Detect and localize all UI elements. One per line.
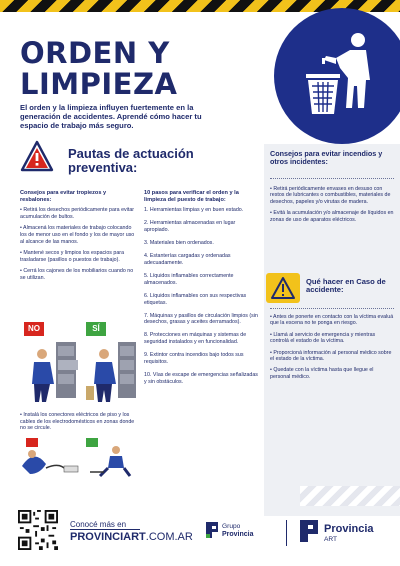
list-item: • Evitá la acumulación y/o almacenaje de líquidos en zonas de uso de aparatos eléctricos. <box>270 210 394 223</box>
accident-warning-badge <box>266 273 300 303</box>
divider <box>270 308 394 309</box>
si-badge: SÍ <box>86 322 106 336</box>
list-item: 1. Herramientas limpias y en buen estado. <box>144 207 244 214</box>
accident-steps-list <box>270 314 394 385</box>
list-item: • Proporcioná información al personal médico sobre el estado de la víctima. <box>270 349 392 363</box>
footer-stripes <box>300 486 400 506</box>
list-item: • Antes de ponerte en contacto con la víctima evaluá que la escena no te ponga en riesgo. <box>270 314 394 327</box>
no-badge: NO <box>24 322 44 336</box>
qr-code[interactable] <box>18 510 58 550</box>
fire-tips-title: Consejos para evitar incendios y otros incidentes: <box>270 149 383 166</box>
list-item: • Quedate con la víctima hasta que llegue el personal médico. <box>270 367 374 380</box>
list-item: 10. Vías de escape de emergencias señalizadas y sin obstáculos. <box>144 372 258 385</box>
column-ten-steps <box>144 190 258 392</box>
list-item: 3. Materiales bien ordenados. <box>144 240 214 247</box>
column-heading: 10 pasos para verificar el orden y la limpieza del puesto de trabajo: <box>144 190 239 203</box>
cable-illustration <box>20 438 136 478</box>
warning-triangle-icon <box>20 140 54 172</box>
cta-text: Conocé más en <box>70 520 127 529</box>
divider <box>270 178 394 179</box>
list-item: • Retirá los desechos periódicamente para evitar acumulación de bultos. <box>20 207 135 220</box>
trash-badge <box>274 8 400 144</box>
title-line-1: ORDEN Y <box>20 36 170 70</box>
accident-title: Qué hacer en Caso de accidente: <box>306 277 386 295</box>
grupo-label-1: Grupo <box>222 523 241 530</box>
list-item: 6. Líquidos inflamables con sus respectivas etiquetas. <box>144 292 247 306</box>
list-item: 2. Herramientas almacenadas en lugar apropiado. <box>144 220 236 233</box>
fire-tips-list <box>270 186 394 228</box>
list-item: 8. Protecciones en máquinas y sistemas de seguridad instalados y en funcionalidad. <box>144 332 247 346</box>
warning-triangle-icon <box>266 273 300 303</box>
art-label-1: Provincia <box>324 523 374 535</box>
column-tips-slips <box>20 190 138 287</box>
drawer-illustration <box>20 340 136 406</box>
list-item: 9. Extintor contra incendios bajo todos sus requisitos. <box>144 352 244 365</box>
website-link[interactable] <box>70 531 193 543</box>
section-title-preventive: Pautas de actuación preventiva: <box>68 146 194 175</box>
list-item: 7. Máquinas y pasillos de circulación limpios (sin desechos, grasas y aceites derramados). <box>144 312 258 326</box>
website-link-bold: PROVINCIART <box>70 531 146 543</box>
provincia-art-logo-icon <box>298 518 320 544</box>
grupo-label-2: Provincia <box>222 531 254 538</box>
page-title <box>20 38 270 100</box>
website-link-rest: .COM.AR <box>145 531 193 543</box>
list-item: • Mantené secos y limpios los espacios para trasladarse (pasillos o puestos de trabajo). <box>20 250 125 263</box>
list-item: 4. Estanterías cargadas y ordenadas adecuadamente. <box>144 253 231 266</box>
title-line-2: LIMPIEZA <box>20 67 178 101</box>
list-item: • Instalá los conectores eléctricos de piso y los cables de los electrodomésticos en zonas donde no se circule. <box>20 412 135 432</box>
art-label-2: ART <box>324 536 338 543</box>
list-item: 5. Líquidos inflamables correctamente almacenados. <box>144 273 234 286</box>
list-item: • Cerrá los cajones de los mobiliarios cuando no se utilizan. <box>20 268 134 281</box>
intro-text: El orden y la limpieza influyen fuertemente en la generación de accidentes. Aprendé cómo hacer tu espacio de trabajo más seguro. <box>20 103 202 130</box>
list-item: • Llamá al servicio de emergencia y mientras controlá el estado de la víctima. <box>270 331 376 345</box>
logo-divider <box>286 520 287 546</box>
list-item: • Almacená los materiales de trabajo colocando los de menor uso en el fondo y los de mayor uso al alcance de las manos. <box>20 225 135 245</box>
column-heading: Consejos para evitar tropiezos y resbalones: <box>20 190 107 203</box>
cta-underline <box>70 529 140 530</box>
grupo-provincia-logo-icon <box>204 520 220 540</box>
person-trash-icon <box>296 30 388 122</box>
list-item: • Retirá periódicamente envases en desuso con restos de lubricantes o combustibles, materiales de desechos, papeles y/o virutas de madera. <box>270 186 391 205</box>
